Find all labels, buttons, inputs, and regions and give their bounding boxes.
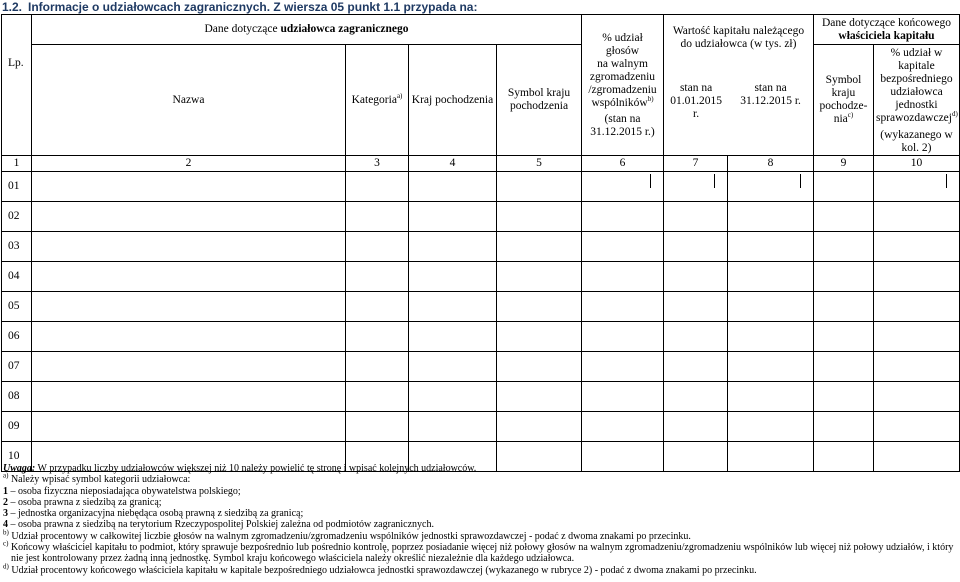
cell-col-10[interactable] — [874, 232, 960, 262]
header-owner-country-symbol: Symbol kraju pochodze-nia$^{c)}$ — [814, 45, 874, 156]
column-number-5: 5 — [497, 156, 582, 172]
cell-col-3[interactable] — [346, 382, 409, 412]
decimal-separator-mark — [946, 174, 947, 188]
cell-col-9[interactable] — [814, 322, 874, 352]
header-name: Nazwa — [32, 45, 346, 156]
cell-col-2[interactable] — [32, 172, 346, 202]
cell-col-4[interactable] — [409, 292, 497, 322]
cell-col-2[interactable] — [32, 352, 346, 382]
cell-col-9[interactable] — [814, 352, 874, 382]
cell-col-3[interactable] — [346, 202, 409, 232]
row-number: 06 — [2, 322, 32, 352]
cell-col-7[interactable] — [664, 262, 728, 292]
row-number: 09 — [2, 412, 32, 442]
cell-col-10[interactable] — [874, 382, 960, 412]
cell-col-8[interactable] — [728, 292, 814, 322]
cell-col-3[interactable] — [346, 322, 409, 352]
cell-col-5[interactable] — [497, 412, 582, 442]
cell-col-4[interactable] — [409, 352, 497, 382]
row-number: 05 — [2, 292, 32, 322]
cell-col-5[interactable] — [497, 262, 582, 292]
note-cat3: 3 – jednostka organizacyjna niebędąca osobą prawną z siedzibą za granicą; — [3, 508, 304, 520]
column-number-10: 10 — [874, 156, 960, 172]
cell-col-10[interactable] — [874, 322, 960, 352]
cell-col-9[interactable] — [814, 202, 874, 232]
cell-col-10[interactable] — [874, 202, 960, 232]
cell-col-5[interactable] — [497, 292, 582, 322]
cell-col-7[interactable] — [664, 172, 728, 202]
cell-col-6[interactable] — [582, 262, 664, 292]
row-number: 04 — [2, 262, 32, 292]
cell-col-10[interactable] — [874, 412, 960, 442]
cell-col-3[interactable] — [346, 262, 409, 292]
cell-col-8[interactable] — [728, 322, 814, 352]
note-cat1: 1 – osoba fizyczna nieposiadająca obywatelstwa polskiego; — [3, 485, 241, 497]
column-number-8: 8 — [728, 156, 814, 172]
cell-col-9[interactable] — [814, 232, 874, 262]
cell-col-9[interactable] — [814, 262, 874, 292]
cell-col-3[interactable] — [346, 352, 409, 382]
note-uwaga: Uwaga: W przypadku liczby udziałowców większej niż 10 należy powielić tę stronę i wpisać kolejnych udziałowców. — [3, 463, 477, 474]
cell-col-10[interactable] — [874, 352, 960, 382]
column-number-2: 2 — [32, 156, 346, 172]
header-voting-share: % udział głosów na walnym zgromadzeniu /zgromadzeniu wspólników$^{b)}$ (stan na 31.12.2015 r.) — [582, 15, 664, 156]
cell-col-3[interactable] — [346, 292, 409, 322]
cell-col-10[interactable] — [874, 172, 960, 202]
cell-col-7[interactable] — [664, 292, 728, 322]
cell-col-4[interactable] — [409, 322, 497, 352]
cell-col-2[interactable] — [32, 322, 346, 352]
cell-col-3[interactable] — [346, 232, 409, 262]
cell-col-5[interactable] — [497, 202, 582, 232]
note-cat2: 2 – osoba prawna z siedzibą za granicą; — [3, 496, 162, 508]
cell-col-6[interactable] — [582, 322, 664, 352]
cell-col-4[interactable] — [409, 412, 497, 442]
note-b: $^{b)}$ Udział procentowy w całkowitej liczbie głosów na walnym zgromadzeniu/zgromadzeniu wspólników jednostki sprawozdawczej - podać z dwoma znakami po przecinku. — [3, 528, 691, 542]
cell-col-8[interactable] — [728, 352, 814, 382]
cell-col-4[interactable] — [409, 202, 497, 232]
decimal-separator-mark — [650, 174, 651, 188]
cell-col-4[interactable] — [409, 172, 497, 202]
cell-col-7[interactable] — [664, 352, 728, 382]
section-title: Informacje o udziałowcach zagranicznych. Z wiersza 05 punkt 1.1 przypada na: — [28, 0, 478, 14]
row-number: 10 — [2, 442, 32, 472]
cell-col-2[interactable] — [32, 382, 346, 412]
table-row — [2, 202, 960, 232]
row-number: 01 — [2, 172, 32, 202]
table-row — [2, 172, 960, 202]
cell-col-5[interactable] — [497, 322, 582, 352]
cell-col-8[interactable] — [728, 172, 814, 202]
cell-col-6[interactable] — [582, 382, 664, 412]
cell-col-3[interactable] — [346, 412, 409, 442]
cell-col-8[interactable] — [728, 412, 814, 442]
header-country: Kraj pochodzenia — [409, 45, 497, 156]
cell-col-7[interactable] — [664, 412, 728, 442]
cell-col-9[interactable] — [814, 172, 874, 202]
row-number: 08 — [2, 382, 32, 412]
table-row — [2, 412, 960, 442]
cell-col-8[interactable] — [728, 382, 814, 412]
cell-col-8[interactable] — [728, 202, 814, 232]
note-c-cont: nie jest kontrolowany przez żadną inną jednostkę. Symbol kraju końcowego właściciela należy określić niezależnie dla każdego udziałowca. — [11, 553, 575, 565]
table-row — [2, 292, 960, 322]
row-number: 02 — [2, 202, 32, 232]
cell-col-7[interactable] — [664, 232, 728, 262]
cell-col-4[interactable] — [409, 382, 497, 412]
cell-col-5[interactable] — [497, 352, 582, 382]
cell-col-6[interactable] — [582, 172, 664, 202]
cell-col-6[interactable] — [582, 292, 664, 322]
cell-col-2[interactable] — [32, 232, 346, 262]
header-category: Kategoria$^{a)}$ — [346, 45, 409, 156]
cell-col-8[interactable] — [728, 232, 814, 262]
cell-col-4[interactable] — [409, 232, 497, 262]
cell-col-10[interactable] — [874, 262, 960, 292]
column-number-7: 7 — [664, 156, 728, 172]
header-owner-share: % udział w kapitale bezpośredniego udziałowca jednostki sprawozdawczej$^{d)}$ (wykazanego w kol. 2) — [874, 45, 960, 156]
cell-col-2[interactable] — [32, 262, 346, 292]
note-cat4: 4 – osoba prawna z siedzibą na terytorium Rzeczypospolitej Polskiej zależna od podmiotów zagranicznych. — [3, 519, 434, 531]
cell-col-9[interactable] — [814, 292, 874, 322]
cell-col-4[interactable] — [409, 262, 497, 292]
cell-col-6[interactable] — [582, 232, 664, 262]
decimal-separator-mark — [714, 174, 715, 188]
header-stan-01: stan na 01.01.2015 r. — [670, 82, 722, 120]
column-numbers-row — [2, 156, 960, 172]
note-d: $^{d)}$ Udział procentowy końcowego właściciela kapitału w kapitale bezpośredniego udziałowca jednostki sprawozdawczej (wykazanego w rubryce 2) - podać z dwoma znakami po przecinku. — [3, 562, 757, 576]
cell-col-10[interactable] — [874, 292, 960, 322]
cell-col-6[interactable] — [582, 412, 664, 442]
column-number-6: 6 — [582, 156, 664, 172]
cell-col-9[interactable] — [814, 412, 874, 442]
cell-col-9[interactable] — [814, 382, 874, 412]
cell-col-7[interactable] — [664, 202, 728, 232]
note-c: $^{c)}$ Końcowy właściciel kapitału to podmiot, który sprawuje bezpośrednio lub pośrednio kontrolę, poprzez posiadanie więcej niż połowy głosów na walnym zgromadzeniu/zgromadzeniu wspólników lub więcej niż połowy udziałów, i który — [3, 539, 954, 554]
cell-col-6[interactable] — [582, 202, 664, 232]
cell-col-7[interactable] — [664, 382, 728, 412]
section-heading — [2, 0, 477, 14]
table-row — [2, 232, 960, 262]
header-lp: Lp. — [2, 15, 32, 156]
table-row — [2, 322, 960, 352]
row-number: 07 — [2, 352, 32, 382]
header-country-symbol: Symbol kraju pochodzenia — [497, 45, 582, 156]
cell-col-6[interactable] — [582, 352, 664, 382]
table-row — [2, 262, 960, 292]
cell-col-2[interactable] — [32, 412, 346, 442]
cell-col-3[interactable] — [346, 172, 409, 202]
notes — [3, 463, 958, 576]
header-stan-31: stan na 31.12.2015 r. — [740, 82, 801, 107]
header-capital-value: Wartość kapitału należącego do udziałowca (w tys. zł) stan na 01.01.2015 r. stan na 31.12.2015 r. — [664, 15, 814, 156]
row-number: 03 — [2, 232, 32, 262]
shareholders-table — [1, 14, 960, 472]
cell-col-5[interactable] — [497, 382, 582, 412]
header-group-shareholder: Dane dotyczące udziałowca zagranicznego — [32, 15, 582, 45]
cell-col-2[interactable] — [32, 292, 346, 322]
column-number-9: 9 — [814, 156, 874, 172]
section-number: 1.2. — [2, 0, 23, 14]
cell-col-5[interactable] — [497, 232, 582, 262]
cell-col-2[interactable] — [32, 202, 346, 232]
header-group-owner: Dane dotyczące końcowego właściciela kapitału — [814, 15, 960, 45]
cell-col-7[interactable] — [664, 322, 728, 352]
table-row — [2, 352, 960, 382]
table-row — [2, 382, 960, 412]
decimal-separator-mark — [800, 174, 801, 188]
cell-col-8[interactable] — [728, 262, 814, 292]
cell-col-5[interactable] — [497, 172, 582, 202]
note-a: $^{a)}$ Należy wpisać symbol kategorii udziałowca: — [3, 471, 191, 486]
column-number-1: 1 — [2, 156, 32, 172]
column-number-3: 3 — [346, 156, 409, 172]
column-number-4: 4 — [409, 156, 497, 172]
